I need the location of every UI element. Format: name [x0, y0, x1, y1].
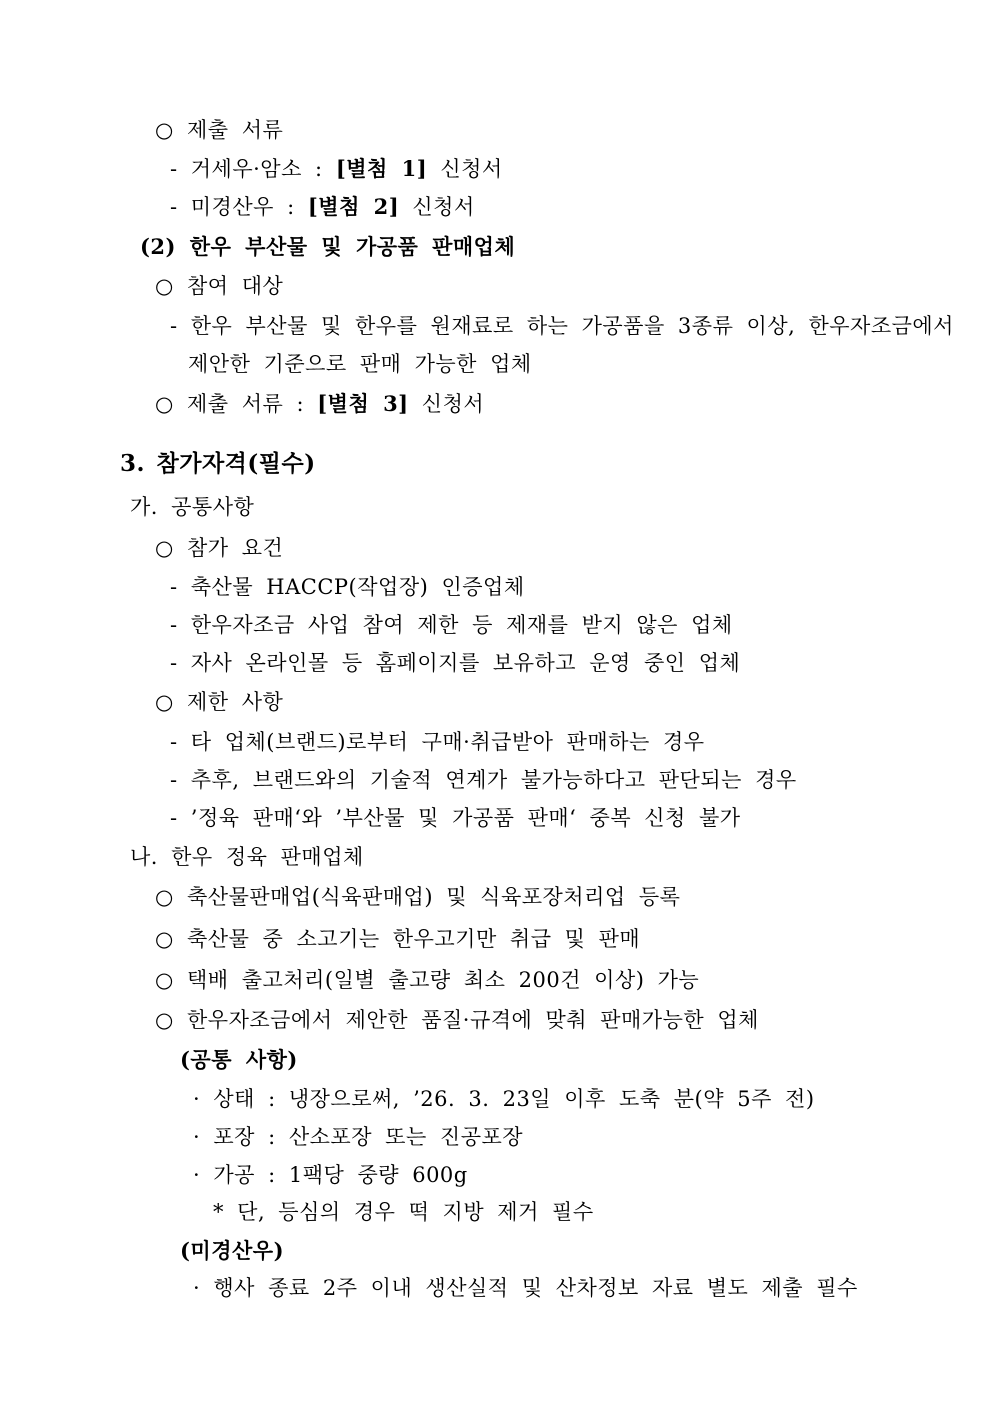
group-label: (공통 사항) [180, 1047, 298, 1072]
bullet-heading: ○ 제한 사항 [155, 690, 284, 714]
bullet-item: ○ 축산물 중 소고기는 한우고기만 취급 및 판매 [155, 927, 641, 951]
bullet-suffix: 신청서 [408, 392, 485, 416]
list-item [170, 194, 475, 220]
bullet-item: ○ 한우자조금에서 제안한 품질·규격에 맞춰 판매가능한 업체 [155, 1008, 759, 1032]
list-item: - 축산물 HACCP(작업장) 인증업체 [170, 575, 525, 599]
list-item: - ’정육 판매‘와 ’부산물 및 가공품 판매‘ 중복 신청 불가 [170, 806, 741, 830]
bullet-heading [155, 391, 484, 417]
list-item-text: - 거세우·암소 : [170, 157, 336, 181]
attachment-ref: [별첨 3] [317, 391, 409, 416]
spec-item: · 포장 : 산소포장 또는 진공포장 [193, 1125, 524, 1149]
subsection-heading: 가. 공통사항 [130, 495, 255, 519]
spec-item: · 가공 : 1팩당 중량 600g [193, 1163, 468, 1187]
list-item: - 한우자조금 사업 참여 제한 등 제재를 받지 않은 업체 [170, 613, 733, 637]
spec-note: * 단, 등심의 경우 떡 지방 제거 필수 [213, 1200, 594, 1224]
subsection-heading: 나. 한우 정육 판매업체 [130, 845, 364, 869]
list-item [170, 156, 503, 182]
list-item-continuation: 제안한 기준으로 판매 가능한 업체 [188, 352, 532, 376]
attachment-ref: [별첨 2] [307, 194, 400, 219]
list-item: - 한우 부산물 및 한우를 원재료로 하는 가공품을 3종류 이상, 한우자조금에서 [170, 314, 954, 338]
attachment-ref: [별첨 1] [335, 156, 428, 181]
submission-docs-heading: ○ 제출 서류 [155, 118, 284, 142]
section-heading: (2) 한우 부산물 및 가공품 판매업체 [140, 234, 516, 259]
list-item: - 자사 온라인몰 등 홈페이지를 보유하고 운영 중인 업체 [170, 651, 741, 675]
bullet-item: ○ 택배 출고처리(일별 출고량 최소 200건 이상) 가능 [155, 968, 700, 992]
bullet-heading: ○ 참가 요건 [155, 536, 284, 560]
list-item: - 타 업체(브랜드)로부터 구매·취급받아 판매하는 경우 [170, 730, 705, 754]
bullet-item: ○ 축산물판매업(식육판매업) 및 식육포장처리업 등록 [155, 885, 681, 909]
group-label: (미경산우) [180, 1238, 285, 1263]
spec-item: · 행사 종료 2주 이내 생산실적 및 산차정보 자료 별도 제출 필수 [193, 1276, 858, 1300]
list-item: - 추후, 브랜드와의 기술적 연계가 불가능하다고 판단되는 경우 [170, 768, 797, 792]
spec-item: · 상태 : 냉장으로써, ’26. 3. 23일 이후 도축 분(약 5주 전) [193, 1087, 815, 1111]
bullet-heading: ○ 참여 대상 [155, 274, 284, 298]
chapter-heading: 3. 참가자격(필수) [120, 450, 316, 477]
list-item-text: - 미경산우 : [170, 195, 308, 219]
list-item-suffix: 신청서 [399, 195, 475, 219]
list-item-suffix: 신청서 [427, 157, 503, 181]
bullet-text: ○ 제출 서류 : [155, 392, 318, 416]
